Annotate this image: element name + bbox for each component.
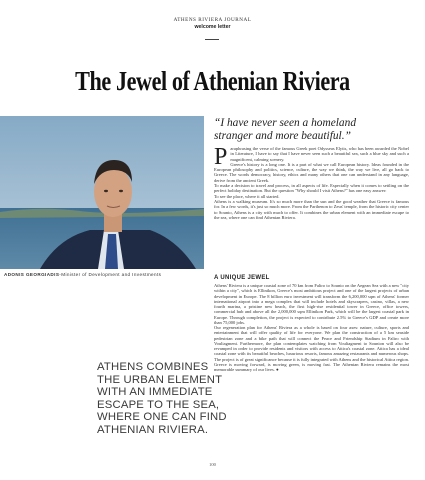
journal-name: ATHENS RIVIERA JOURNAL bbox=[173, 17, 252, 23]
header-divider bbox=[205, 39, 219, 40]
intro-text: araphrasing the verse of the famous Greek poet Odysseas Elytis, who has been awarded the Nobel in Literature, I have to say that I have never seen such a beautiful sea, such a blue sky and such a magnificent, calming scenery. Greece's history is a long one. It is a part of what we call European history. Ideas founded in the European philosophy and politics, science, culture, the way we think, the way we live, all go back to Greece. The words democracy, history, ethics and many others that one can understand in any language, derive from the ancient Greek. To make a decision to travel and process, in all aspects of life. Especially when it comes to settling on the perfect holiday destination. But the question "Why should I visit Athens?" has one easy answer: To see the place, where it all started. Athens is a walking museum. It's so much more than the sun and the good weather that Greece is famous for. In a few words, it's just so much more. From the Parthenon to Zeus' temple, from the historic city center to Sounio, Athens is a city with much to offer. It combines the urban element with an immediate escape to the sea, where one can find Athenian Riviera. bbox=[214, 146, 409, 220]
pull-quote-line: ATHENIAN RIVIERA. bbox=[97, 423, 209, 436]
section-body: Athens' Riviera is a unique coastal zone of 70 km from Faliro to Sounio on the Aegean Sea with a new "city within a city", which is Ellinikon, Greece's most ambitious project and one of the largest projects of urban development in Europe. The 8 billion euro investment will transform the 6,200,000 sqm of Athens' former international airport into a mega complex that will include hotels and skyscrapers, casino, villas, a new fourth marina, a pristine new beach, the first high-rise residential tower in Greece, office towers, commercial hub and above all the 2,000,000 sqm Ellinikon Park, which will be the largest coastal park in Europe. Through completion, the project is expected to contribute 2.5% to Greece's GDP and create more than 75,000 jobs. Our regeneration plan for Athens' Riviera as a whole is based on four axes: nature, culture, sports and entertainment that will offer quality of life for everyone. We plan the construction of a 5 km seaside pedestrian zone and a bike path that will connect the Peace and Friendship Stadium in Faliro with Vouliagmeni. Furthermore, the plan contemplates watching from Vouliagmeni to Sounion will also be revamped in order to provide residents and visitors with access to Attica's coastal zone. Attica has a ideal coastal zone with its beautiful beaches, luxurious resorts, famous amazing restaurants and numerous shops. The project is of great significance because it is fully integrated with Athens and the historical Attica region. Greece is moving forward, is moving green, is moving fast. The Athenian Riviera remains the most memorable summary of our lives. ● bbox=[214, 283, 409, 372]
portrait-photo bbox=[0, 116, 204, 269]
pull-quote-line: THE URBAN ELEMENT bbox=[97, 373, 223, 386]
quote-line-2: stranger and more beautiful.” bbox=[214, 129, 351, 142]
opening-quote bbox=[214, 117, 414, 142]
photo-caption bbox=[4, 272, 208, 277]
drop-cap: P bbox=[214, 144, 228, 170]
pull-quote bbox=[97, 361, 227, 436]
caption-role: -Minister of Development and Investments bbox=[59, 272, 162, 277]
section-label: welcome letter bbox=[194, 24, 231, 30]
intro-body bbox=[214, 146, 409, 220]
page-title: The Jewel of Athenian Riviera bbox=[75, 66, 350, 96]
pull-quote-line: WITH AN IMMEDIATE bbox=[97, 386, 213, 398]
pull-quote-line: WHERE ONE CAN FIND bbox=[97, 411, 227, 423]
journal-header bbox=[0, 17, 425, 30]
page-number: 100 bbox=[209, 462, 216, 467]
caption-name: ADONIS GEORGIADIS bbox=[4, 272, 60, 277]
pull-quote-line: ESCAPE TO THE SEA, bbox=[97, 398, 220, 411]
section-heading: A UNIQUE JEWEL bbox=[214, 275, 270, 281]
pull-quote-line: ATHENS COMBINES bbox=[97, 361, 209, 373]
quote-line-1: “I have never seen a homeland bbox=[214, 117, 357, 129]
